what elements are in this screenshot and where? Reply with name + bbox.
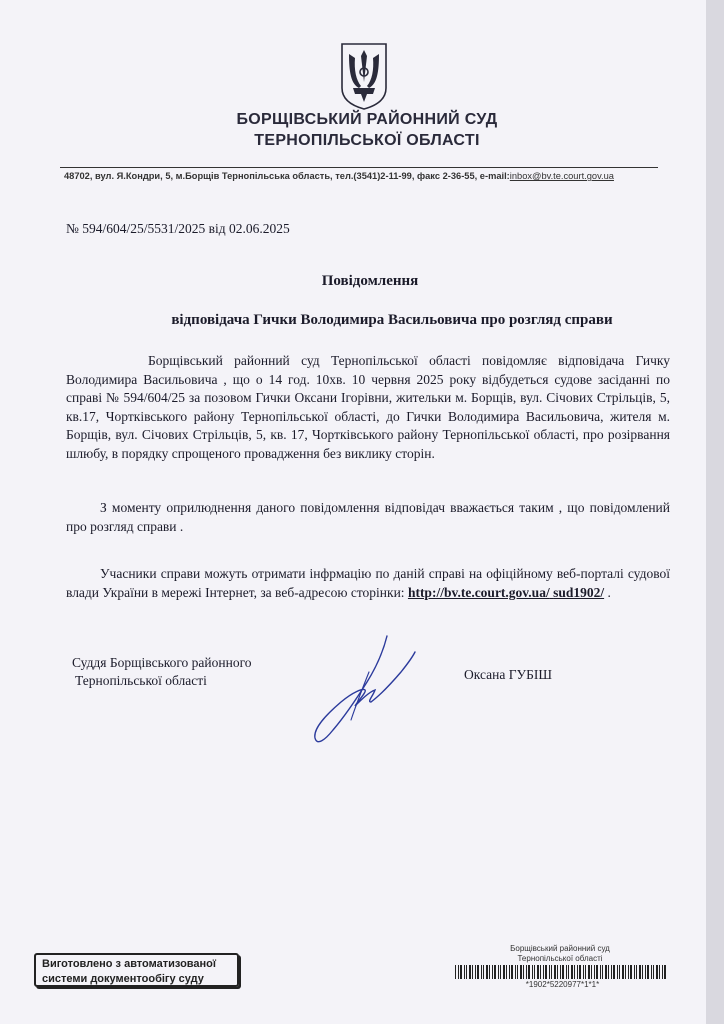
barcode-bar bbox=[653, 965, 654, 979]
barcode-bar bbox=[477, 965, 479, 979]
barcode-bar bbox=[571, 965, 573, 979]
footer-court-line1: Борщівський районний суд bbox=[510, 944, 610, 953]
barcode-bar bbox=[574, 965, 575, 979]
barcode-bar bbox=[557, 965, 558, 979]
barcode-bar bbox=[472, 965, 473, 979]
barcode-bar bbox=[460, 965, 462, 979]
barcode-bar bbox=[642, 965, 643, 979]
barcode-bar bbox=[455, 965, 456, 979]
document-reference: № 594/604/25/5531/2025 від 02.06.2025 bbox=[66, 221, 290, 236]
judge-title-line1: Суддя Борщівського районного bbox=[72, 655, 252, 670]
barcode-bar bbox=[636, 965, 637, 979]
barcode-bar bbox=[662, 965, 663, 979]
body-paragraph-1 bbox=[66, 352, 670, 463]
barcode-bar bbox=[594, 965, 595, 979]
barcode-bar bbox=[532, 965, 533, 979]
barcode-bar bbox=[634, 965, 635, 979]
court-address bbox=[64, 171, 664, 181]
portal-link-part1: http://bv.te.court.gov.ua/ bbox=[407, 584, 550, 600]
barcode-bar bbox=[583, 965, 584, 979]
barcode-bar bbox=[628, 965, 629, 979]
paragraph-3-end: . bbox=[604, 584, 611, 600]
barcode-bar bbox=[483, 965, 484, 979]
court-name-line1: БОРЩІВСЬКИЙ РАЙОННИЙ СУД bbox=[236, 111, 498, 128]
barcode-bar bbox=[511, 965, 513, 979]
barcode-bar bbox=[596, 965, 598, 979]
barcode-bar bbox=[458, 965, 459, 979]
barcode-bar bbox=[500, 965, 501, 979]
barcode-bar bbox=[520, 965, 522, 979]
paragraph-2-text: З моменту оприлюднення даного повідомлення відповідач вважається таким , що повідомлений про розгляд справи . bbox=[66, 500, 670, 534]
barcode-bar bbox=[509, 965, 510, 979]
scan-edge bbox=[706, 0, 724, 1024]
barcode-bar bbox=[588, 965, 590, 979]
barcode-bar bbox=[534, 965, 535, 979]
barcode-bar bbox=[560, 965, 561, 979]
portal-link-part2: sud1902/ bbox=[553, 584, 605, 600]
footer-court-line2: Тернопільської області bbox=[517, 954, 603, 963]
barcode-bar bbox=[645, 965, 646, 979]
barcode-bar bbox=[639, 965, 641, 979]
footer-court-name bbox=[455, 944, 665, 964]
barcode-bar bbox=[659, 965, 660, 979]
judge-name: Оксана ГУБІШ bbox=[464, 667, 552, 682]
barcode-bar bbox=[566, 965, 567, 979]
barcode-bar bbox=[622, 965, 624, 979]
barcode-bar bbox=[498, 965, 499, 979]
barcode-bar bbox=[600, 965, 601, 979]
barcode-bar bbox=[591, 965, 592, 979]
barcode-bar bbox=[602, 965, 603, 979]
barcode-bar bbox=[523, 965, 524, 979]
paragraph-1-text: Борщівський районний суд Тернопільської області повідомляє відповідача Гичку Володимира Васильовича , що о 14 год. 10хв. 10 червня 2025 року відбудеться судове засіданні по справі № 594/604/25 за позовом Гички Оксани Ігорівни, жительки м. Борщів, вул. Січових Стрільців, 5, кв.17, Чортківського району Тернопільської області, до Гички Володимира Васильовича, жителя м. Борщів, вул. Січових Стрільців, 5, кв. 17, Чортківського району Тернопільської області, про розірвання шлюбу, в порядку спрощеного провадження без виклику сторін. bbox=[66, 353, 670, 461]
address-text: 48702, вул. Я.Кондри, 5, м.Борщів Тернопільська область, тел.(3541)2-11-99, факс 2-36-55, e-mail: bbox=[64, 171, 510, 181]
portal-link[interactable] bbox=[408, 585, 604, 600]
barcode-bar bbox=[656, 965, 658, 979]
body-paragraph-3 bbox=[66, 565, 670, 602]
barcode-bar bbox=[664, 965, 666, 979]
barcode-bar bbox=[577, 965, 578, 979]
email-link[interactable]: inbox@bv.te.court.gov.ua bbox=[509, 171, 614, 181]
stamp-line1: Виготовлено з автоматизованої bbox=[42, 958, 216, 970]
barcode-bar bbox=[492, 965, 493, 979]
barcode-bar bbox=[537, 965, 539, 979]
barcode-bar bbox=[619, 965, 620, 979]
barcode-bar bbox=[647, 965, 649, 979]
barcode-bar bbox=[517, 965, 518, 979]
paragraph-3-text: Учасники справи можуть отримати інфрмацію по даній справі на офіційному веб-порталі судової влади України в мережі Інтернет, за веб-адресою сторінки: bbox=[66, 566, 670, 600]
barcode-bar bbox=[568, 965, 569, 979]
barcode-bar bbox=[585, 965, 586, 979]
barcode-bar bbox=[625, 965, 626, 979]
judge-title bbox=[72, 654, 252, 690]
barcode-bar bbox=[617, 965, 618, 979]
barcode-bar bbox=[475, 965, 476, 979]
barcode-bar bbox=[611, 965, 612, 979]
header-divider bbox=[60, 167, 658, 168]
barcode-bar bbox=[630, 965, 632, 979]
body-paragraph-2 bbox=[66, 499, 670, 536]
barcode-bar bbox=[494, 965, 496, 979]
barcode-bar bbox=[562, 965, 564, 979]
document-title: Повідомлення bbox=[321, 273, 419, 289]
barcode-bar bbox=[551, 965, 552, 979]
barcode-bar bbox=[526, 965, 527, 979]
barcode-bar bbox=[481, 965, 482, 979]
barcode-bar bbox=[528, 965, 530, 979]
barcode-number: *1902*5220977*1*1* bbox=[525, 980, 600, 989]
barcode-bar bbox=[554, 965, 556, 979]
barcode-bar bbox=[605, 965, 607, 979]
barcode-bar bbox=[503, 965, 505, 979]
barcode-bar bbox=[613, 965, 615, 979]
barcode-bar bbox=[608, 965, 609, 979]
barcode-bar bbox=[489, 965, 490, 979]
barcode-bar bbox=[540, 965, 541, 979]
barcode-bar bbox=[651, 965, 652, 979]
barcode-bar bbox=[469, 965, 471, 979]
document-subtitle: відповідача Гички Володимира Васильовича про розгляд справи bbox=[171, 312, 613, 328]
barcode-bar bbox=[486, 965, 488, 979]
barcode-bar bbox=[506, 965, 507, 979]
judge-title-line2: Тернопільської області bbox=[75, 673, 207, 688]
barcode-bar bbox=[545, 965, 547, 979]
barcode-bar bbox=[466, 965, 467, 979]
court-name-line2: ТЕРНОПІЛЬСЬКОЇ ОБЛАСТІ bbox=[254, 132, 480, 149]
barcode-bar bbox=[464, 965, 465, 979]
stamp-line2: системи документообігу суду bbox=[42, 973, 204, 985]
trident-coat-of-arms-icon bbox=[339, 42, 389, 110]
handwritten-signature bbox=[305, 632, 425, 752]
barcode-bar bbox=[549, 965, 550, 979]
barcode-bar bbox=[515, 965, 516, 979]
barcode-bar bbox=[543, 965, 544, 979]
barcode-bar bbox=[579, 965, 581, 979]
document-barcode bbox=[455, 965, 670, 979]
automated-system-stamp bbox=[34, 953, 239, 987]
